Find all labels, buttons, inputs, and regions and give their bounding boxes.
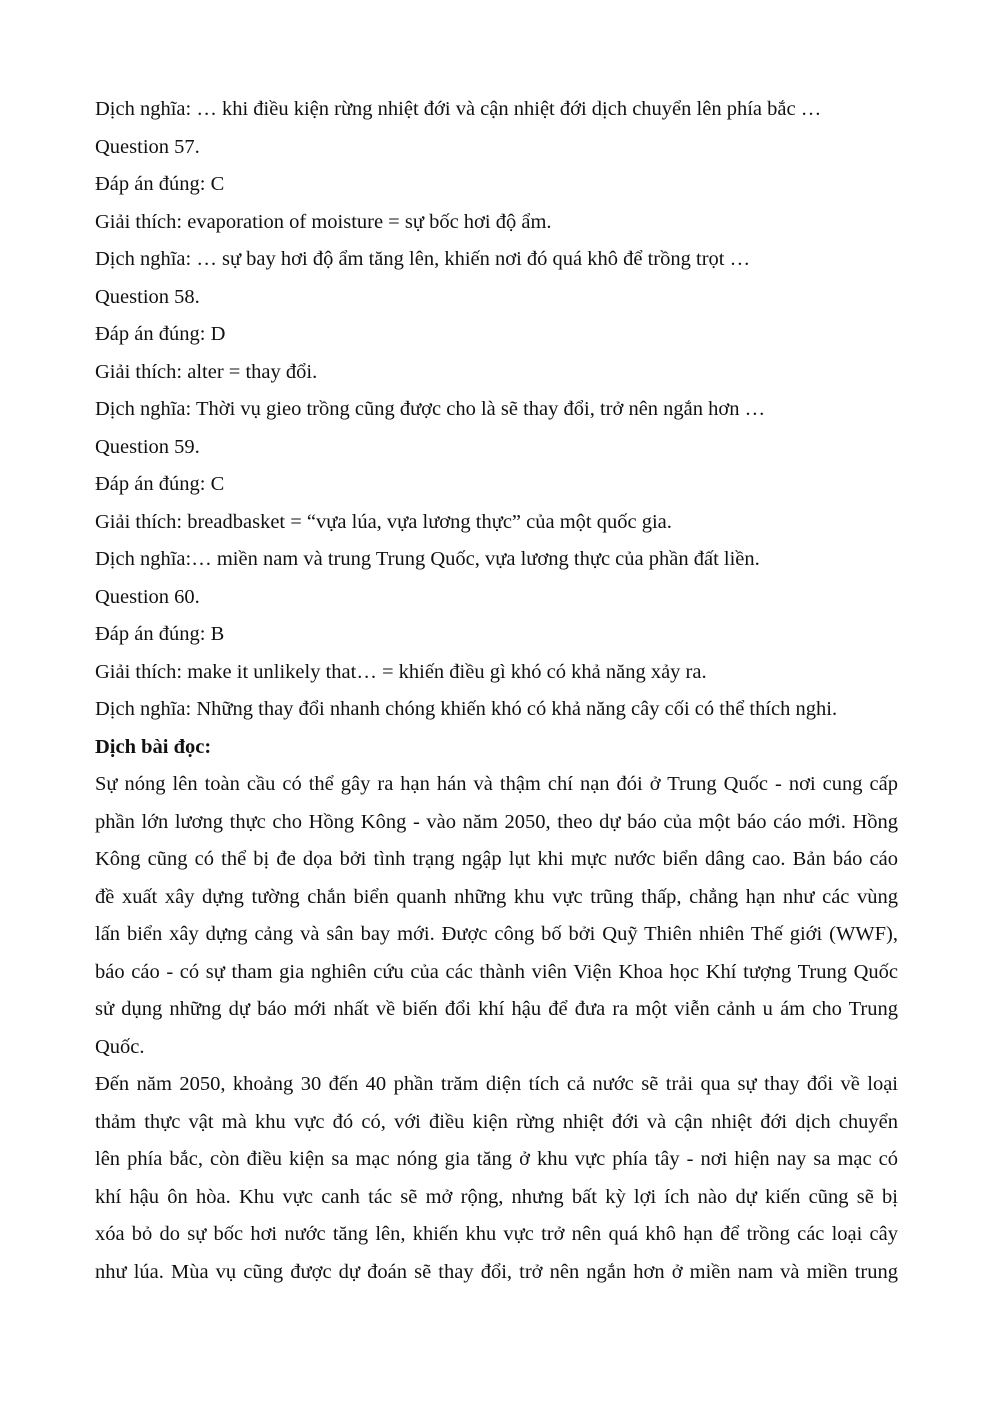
translation-60: Dịch nghĩa: Những thay đổi nhanh chóng khiến khó có khả năng cây cối có thể thích nghi. bbox=[95, 698, 838, 720]
paragraph-line: đề xuất xây dựng tường chắn biển quanh những khu vực trũng thấp, chẳng hạn như các vùng bbox=[95, 885, 898, 908]
answer-57: Đáp án đúng: C bbox=[95, 173, 225, 195]
question-58-label: Question 58. bbox=[95, 285, 200, 308]
explanation-57: Giải thích: evaporation of moisture = sự bốc hơi độ ẩm. bbox=[95, 210, 552, 233]
answer-explanations bbox=[95, 91, 898, 729]
section-heading: Dịch bài đọc: bbox=[95, 735, 212, 758]
paragraph-line: phần lớn lương thực cho Hồng Kông - vào năm 2050, theo dự báo của một báo cáo mới. Hồng bbox=[95, 810, 898, 833]
paragraph-line: lên phía bắc, còn điều kiện sa mạc nóng gia tăng ở khu vực phía tây - nơi hiện nay sa mạc có bbox=[95, 1148, 898, 1170]
explanation-60: Giải thích: make it unlikely that… = khiến điều gì khó có khả năng xảy ra. bbox=[95, 660, 707, 683]
translation-57: Dịch nghĩa: … sự bay hơi độ ẩm tăng lên, khiến nơi đó quá khô để trồng trọt … bbox=[95, 248, 751, 270]
question-59-label: Question 59. bbox=[95, 435, 200, 458]
paragraph-line: Đến năm 2050, khoảng 30 đến 40 phần trăm diện tích cả nước sẽ trải qua sự thay đổi về loại bbox=[95, 1073, 898, 1095]
paragraph-line: Quốc. bbox=[95, 1035, 145, 1058]
paragraph-line: Sự nóng lên toàn cầu có thể gây ra hạn hán và thậm chí nạn đói ở Trung Quốc - nơi cung cấp bbox=[95, 773, 898, 795]
document-page bbox=[95, 91, 898, 1291]
explanation-59: Giải thích: breadbasket = “vựa lúa, vựa lương thực” của một quốc gia. bbox=[95, 510, 672, 533]
translation-58: Dịch nghĩa: Thời vụ gieo trồng cũng được cho là sẽ thay đổi, trở nên ngắn hơn … bbox=[95, 398, 766, 420]
question-57-label: Question 57. bbox=[95, 135, 200, 158]
answer-59: Đáp án đúng: C bbox=[95, 473, 225, 495]
paragraph-line: sử dụng những dự báo mới nhất về biến đổi khí hậu để đưa ra một viễn cảnh u ám cho Trung bbox=[95, 998, 898, 1020]
reading-paragraph-2 bbox=[95, 1066, 898, 1291]
translation-line-56: Dịch nghĩa: … khi điều kiện rừng nhiệt đới và cận nhiệt đới dịch chuyển lên phía bắc … bbox=[95, 98, 822, 120]
paragraph-line: Kông cũng có thể bị đe dọa bởi tình trạng ngập lụt khi mực nước biển dâng cao. Bản báo cáo bbox=[95, 848, 898, 870]
paragraph-line: khí hậu ôn hòa. Khu vực canh tác sẽ mở rộng, nhưng bất kỳ lợi ích nào dự kiến cũng sẽ bị bbox=[95, 1185, 898, 1208]
paragraph-line: xóa bỏ do sự bốc hơi nước tăng lên, khiến khu vực trở nên quá khô hạn để trồng các loại cây bbox=[95, 1223, 898, 1245]
paragraph-line: lấn biển xây dựng cảng và sân bay mới. Được công bố bởi Quỹ Thiên nhiên Thế giới (WWF), bbox=[95, 923, 898, 945]
paragraph-line: thảm thực vật mà khu vực đó có, với điều kiện rừng nhiệt đới và cận nhiệt đới dịch chuyển bbox=[95, 1110, 898, 1133]
answer-58: Đáp án đúng: D bbox=[95, 323, 226, 345]
paragraph-line: như lúa. Mùa vụ cũng được dự đoán sẽ thay đổi, trở nên ngắn hơn ở miền nam và miền trung bbox=[95, 1260, 898, 1283]
reading-paragraph-1 bbox=[95, 766, 898, 1066]
question-60-label: Question 60. bbox=[95, 585, 200, 608]
explanation-58: Giải thích: alter = thay đổi. bbox=[95, 360, 318, 383]
paragraph-line: báo cáo - có sự tham gia nghiên cứu của các thành viên Viện Khoa học Khí tượng Trung Quốc bbox=[95, 960, 898, 983]
translation-59: Dịch nghĩa:… miền nam và trung Trung Quốc, vựa lương thực của phần đất liền. bbox=[95, 548, 760, 570]
answer-60: Đáp án đúng: B bbox=[95, 623, 225, 645]
